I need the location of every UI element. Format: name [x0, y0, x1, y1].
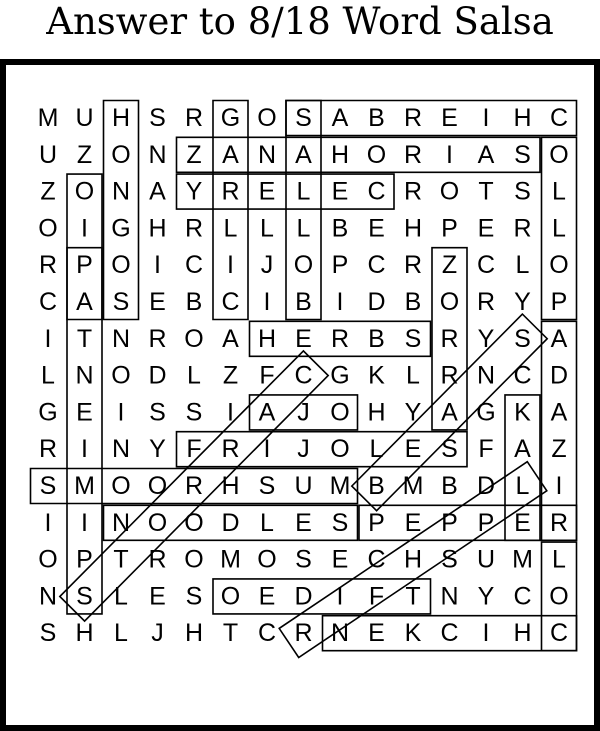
grid-letter-r11-c0: I: [44, 508, 52, 537]
grid-letter-r1-c11: I: [446, 140, 453, 169]
answer-box-0: [286, 101, 577, 136]
grid-letter-r8-c1: E: [76, 398, 93, 427]
grid-letter-r5-c2: S: [112, 288, 130, 316]
grid-letter-r9-c4: F: [186, 435, 202, 464]
grid-letter-r8-c7: J: [297, 398, 310, 427]
grid-letter-r13-c14: O: [549, 582, 569, 611]
grid-letter-r10-c7: U: [294, 472, 313, 500]
grid-letter-r4-c0: R: [38, 251, 58, 280]
grid-letter-r2-c14: L: [552, 177, 566, 206]
grid-letter-r2-c3: A: [149, 177, 166, 206]
grid-letter-r1-c2: O: [111, 140, 131, 169]
grid-letter-r10-c11: B: [441, 472, 458, 500]
grid-letter-r12-c2: T: [113, 545, 129, 574]
grid-letter-r1-c14: O: [549, 140, 569, 169]
grid-letter-r7-c11: R: [440, 361, 459, 390]
grid-letter-r14-c7: R: [294, 619, 313, 648]
grid-letter-r1-c5: A: [222, 140, 239, 169]
grid-letter-r14-c3: J: [151, 619, 164, 648]
grid-letter-r11-c14: R: [549, 508, 569, 537]
grid-letter-r3-c9: E: [368, 214, 385, 243]
grid-letter-r13-c11: N: [440, 582, 459, 611]
grid-letter-r6-c4: O: [184, 324, 204, 353]
grid-letter-r3-c14: L: [552, 214, 566, 243]
grid-letter-r14-c0: S: [39, 619, 57, 648]
grid-letter-r7-c6: F: [259, 361, 275, 390]
grid-letter-r0-c1: U: [75, 104, 94, 132]
grid-letter-r7-c1: N: [75, 361, 94, 390]
grid-letter-r11-c12: P: [477, 508, 495, 537]
grid-letter-r13-c9: F: [368, 582, 385, 611]
grid-letter-r10-c2: O: [111, 472, 131, 500]
grid-letter-r14-c9: E: [368, 619, 385, 648]
grid-letter-r10-c4: R: [184, 472, 204, 500]
grid-letter-r2-c4: Y: [185, 177, 203, 206]
grid-letter-r4-c7: O: [293, 251, 314, 280]
grid-letter-r12-c5: M: [220, 545, 241, 574]
grid-letter-r9-c10: E: [404, 435, 422, 464]
grid-letter-r3-c1: I: [81, 214, 88, 243]
grid-letter-r5-c12: R: [476, 288, 496, 316]
grid-letter-r12-c1: P: [76, 545, 93, 574]
grid-letter-r11-c7: E: [295, 508, 312, 537]
grid-letter-r7-c0: L: [41, 361, 55, 390]
grid-letter-r9-c7: J: [297, 435, 310, 464]
grid-letter-r6-c11: R: [440, 324, 459, 353]
grid-letter-r6-c7: E: [295, 324, 312, 353]
grid-letter-r2-c8: E: [331, 177, 349, 206]
grid-letter-r13-c6: E: [258, 582, 276, 611]
grid-letter-r7-c12: N: [476, 361, 496, 390]
grid-letter-r14-c1: H: [75, 619, 94, 648]
grid-letter-r3-c5: L: [223, 214, 238, 243]
grid-letter-r5-c8: I: [336, 288, 344, 316]
grid-letter-r14-c14: C: [549, 619, 569, 648]
grid-letter-r13-c0: N: [38, 582, 58, 611]
grid-letter-r6-c1: T: [76, 324, 93, 353]
grid-letter-r12-c9: C: [367, 545, 386, 574]
grid-letter-r1-c10: R: [403, 140, 423, 169]
grid-letter-r7-c14: D: [549, 361, 569, 390]
grid-letter-r4-c10: R: [403, 251, 423, 280]
grid-letter-r7-c5: Z: [222, 361, 239, 390]
grid-letter-r11-c11: P: [441, 508, 458, 537]
grid-letter-r4-c4: C: [184, 251, 204, 280]
grid-letter-r9-c8: O: [330, 435, 350, 464]
grid-letter-r0-c14: C: [549, 104, 569, 132]
grid-letter-r13-c5: O: [220, 582, 241, 611]
grid-letter-r0-c7: S: [295, 104, 312, 132]
grid-letter-r1-c9: O: [366, 140, 387, 169]
grid-letter-r11-c13: E: [514, 508, 531, 537]
grid-letter-r3-c7: L: [296, 214, 311, 243]
grid-letter-r3-c8: B: [331, 214, 349, 243]
grid-letter-r0-c2: H: [111, 104, 131, 132]
grid-letter-r12-c8: E: [331, 545, 349, 574]
grid-letter-r4-c11: Z: [441, 251, 458, 280]
grid-letter-r8-c14: A: [550, 398, 568, 427]
grid-letter-r10-c14: I: [555, 472, 563, 500]
answer-box-6: [286, 101, 321, 320]
grid-letter-r3-c11: P: [441, 214, 458, 243]
grid-letter-r9-c14: Z: [551, 435, 567, 464]
grid-letter-r1-c13: S: [514, 140, 531, 169]
grid-letter-r3-c4: R: [184, 214, 204, 243]
grid-letter-r10-c9: B: [368, 472, 385, 500]
grid-letter-r2-c11: O: [439, 177, 460, 206]
grid-letter-r11-c6: L: [260, 508, 274, 537]
grid-letter-r14-c10: K: [404, 619, 422, 648]
grid-letter-r12-c10: H: [403, 545, 423, 574]
grid-letter-r10-c12: D: [476, 472, 496, 500]
grid-letter-r6-c13: S: [514, 324, 531, 353]
grid-letter-r5-c4: B: [185, 288, 203, 316]
grid-letter-r1-c0: U: [38, 140, 58, 169]
grid-letter-r7-c7: C: [294, 361, 313, 390]
grid-letter-r1-c6: N: [257, 140, 277, 169]
grid-letter-r5-c14: P: [550, 288, 568, 316]
grid-letter-r3-c6: L: [260, 214, 274, 243]
grid-letter-r13-c10: T: [405, 582, 421, 611]
grid-letter-r5-c9: D: [367, 288, 386, 316]
grid-letter-r6-c12: Y: [477, 324, 495, 353]
grid-letter-r8-c4: S: [185, 398, 203, 427]
answer-box-20: [542, 321, 577, 540]
grid-letter-r1-c8: H: [330, 140, 350, 169]
grid-letter-r8-c10: Y: [404, 398, 422, 427]
grid-letter-r11-c1: I: [81, 508, 88, 537]
grid-letter-r10-c6: S: [258, 472, 276, 500]
grid-letter-r4-c12: C: [476, 251, 496, 280]
grid-letter-r0-c0: M: [37, 104, 59, 132]
grid-letter-r0-c10: R: [403, 104, 423, 132]
grid-letter-r0-c12: I: [482, 104, 490, 132]
grid-letter-r2-c2: N: [111, 177, 131, 206]
grid-letter-r14-c5: T: [222, 619, 239, 648]
grid-letter-r11-c5: D: [221, 508, 240, 537]
grid-letter-r1-c4: Z: [186, 140, 202, 169]
grid-letter-r5-c5: C: [221, 288, 240, 316]
grid-letter-r9-c3: Y: [149, 435, 166, 464]
grid-letter-r4-c14: O: [549, 251, 569, 280]
grid-letter-r9-c2: N: [111, 435, 131, 464]
grid-letter-r6-c14: A: [550, 324, 568, 353]
grid-letter-r6-c10: S: [404, 324, 422, 353]
grid-letter-r8-c11: A: [441, 398, 458, 427]
grid-letter-r2-c7: L: [296, 177, 311, 206]
grid-letter-r4-c2: O: [111, 251, 131, 280]
grid-letter-r6-c0: I: [44, 324, 52, 353]
grid-letter-r10-c1: M: [74, 472, 95, 500]
grid-letter-r7-c4: L: [187, 361, 201, 390]
grid-letter-r0-c8: A: [331, 104, 349, 132]
grid-letter-r13-c13: C: [513, 582, 532, 611]
grid-letter-r11-c8: S: [331, 508, 349, 537]
grid-letter-r6-c6: H: [257, 324, 277, 353]
grid-letter-r0-c9: B: [368, 104, 385, 132]
grid-letter-r6-c3: R: [148, 324, 167, 353]
grid-letter-r10-c3: O: [147, 472, 168, 500]
grid-letter-r12-c11: S: [441, 545, 458, 574]
grid-letter-r1-c12: A: [477, 140, 495, 169]
grid-letter-r11-c3: O: [147, 508, 168, 537]
grid-letter-r4-c9: C: [367, 251, 386, 280]
grid-letter-r14-c6: C: [257, 619, 277, 648]
grid-letter-r4-c1: P: [76, 251, 93, 280]
grid-letter-r0-c6: O: [257, 104, 277, 132]
grid-letter-r7-c8: G: [330, 361, 350, 390]
answer-box-4: [213, 101, 248, 320]
grid-letter-r7-c10: L: [406, 361, 420, 390]
grid-letter-r2-c10: R: [403, 177, 423, 206]
puzzle-title: Answer to 8/18 Word Salsa: [46, 0, 554, 43]
grid-letter-r7-c13: C: [513, 361, 532, 390]
grid-letter-r12-c3: R: [148, 545, 167, 574]
grid-letter-r4-c6: J: [260, 251, 274, 280]
grid-letter-r8-c13: K: [514, 398, 531, 427]
grid-letter-r2-c12: T: [478, 177, 494, 206]
grid-letter-r0-c4: R: [184, 104, 204, 132]
answer-box-5: [104, 101, 139, 320]
grid-letter-r3-c0: O: [38, 214, 58, 243]
grid-letter-r3-c12: E: [477, 214, 495, 243]
grid-letter-r1-c7: A: [295, 140, 312, 169]
grid-letter-r0-c11: E: [441, 104, 458, 132]
grid-letter-r13-c1: S: [76, 582, 93, 611]
grid-letter-r9-c0: R: [38, 435, 58, 464]
grid-letter-r5-c11: O: [439, 288, 460, 316]
grid-letter-r8-c9: H: [367, 398, 386, 427]
grid-letter-r2-c5: R: [221, 177, 240, 206]
grid-letter-r13-c4: S: [185, 582, 203, 611]
grid-letter-r14-c4: H: [184, 619, 204, 648]
grid-letter-r8-c5: I: [227, 398, 234, 427]
answer-box-13: [177, 432, 468, 467]
grid-letter-r10-c13: L: [515, 472, 530, 500]
grid-letter-r9-c12: F: [478, 435, 494, 464]
grid-letter-r13-c12: Y: [477, 582, 495, 611]
grid-letter-r4-c3: I: [154, 251, 161, 280]
grid-letter-r2-c0: Z: [40, 177, 56, 206]
grid-letter-r13-c7: D: [294, 582, 313, 611]
grid-letter-r5-c1: A: [76, 288, 93, 316]
grid-letter-r12-c4: O: [184, 545, 204, 574]
grid-letter-r2-c13: S: [514, 177, 531, 206]
answer-box-17: [213, 579, 431, 614]
grid-letter-r9-c9: L: [369, 435, 384, 464]
grid-letter-r8-c8: O: [330, 398, 350, 427]
grid-letter-r3-c13: R: [513, 214, 532, 243]
grid-letter-r14-c12: I: [482, 619, 490, 648]
grid-letter-r2-c9: C: [367, 177, 386, 206]
grid-letter-r5-c3: E: [149, 288, 166, 316]
grid-letter-r12-c12: U: [476, 545, 496, 574]
grid-letter-r6-c9: B: [368, 324, 385, 353]
grid-letter-r8-c0: G: [38, 398, 58, 427]
grid-letter-r14-c13: H: [513, 619, 532, 648]
grid-letter-r12-c6: O: [257, 545, 277, 574]
grid-letter-r12-c0: O: [38, 545, 58, 574]
grid-letter-r2-c6: E: [258, 177, 276, 206]
grid-letter-r11-c4: O: [184, 508, 204, 537]
grid-letter-r8-c6: A: [258, 398, 276, 427]
grid-letter-r14-c8: N: [330, 619, 350, 648]
grid-letter-r0-c13: H: [513, 104, 532, 132]
grid-letter-r13-c3: E: [149, 582, 166, 611]
grid-letter-r5-c0: C: [38, 288, 58, 316]
grid-letter-r7-c9: K: [368, 361, 385, 390]
grid-letter-r4-c13: L: [515, 251, 530, 280]
grid-letter-r0-c5: G: [220, 104, 241, 132]
grid-letter-r5-c10: B: [404, 288, 422, 316]
grid-letter-r8-c3: S: [149, 398, 166, 427]
grid-letter-r5-c7: B: [295, 288, 312, 316]
letter-grid: [38, 104, 569, 647]
grid-letter-r12-c13: M: [512, 545, 533, 574]
grid-letter-r5-c13: Y: [514, 288, 531, 316]
grid-letter-r9-c13: A: [514, 435, 531, 464]
grid-letter-r11-c9: P: [368, 508, 385, 537]
grid-letter-r0-c3: S: [149, 104, 166, 132]
grid-letter-r10-c5: H: [221, 472, 240, 500]
grid-letter-r8-c2: I: [117, 398, 125, 427]
grid-letter-r10-c0: S: [39, 472, 57, 500]
grid-letter-r6-c8: R: [330, 324, 350, 353]
grid-letter-r13-c2: L: [114, 582, 128, 611]
answer-box-16: [359, 505, 577, 540]
grid-letter-r3-c3: H: [148, 214, 167, 243]
grid-letter-r5-c6: I: [263, 288, 271, 316]
grid-letter-r11-c10: E: [404, 508, 422, 537]
grid-letter-r7-c2: O: [111, 361, 131, 390]
grid-letter-r4-c8: P: [331, 251, 349, 280]
grid-letter-r3-c2: G: [111, 214, 131, 243]
grid-letter-r1-c1: Z: [76, 140, 93, 169]
grid-letter-r7-c3: D: [148, 361, 167, 390]
grid-letter-r9-c6: I: [263, 435, 271, 464]
grid-letter-r2-c1: O: [74, 177, 95, 206]
grid-letter-r10-c8: M: [329, 472, 351, 500]
grid-letter-r13-c8: I: [336, 582, 344, 611]
grid-letter-r12-c14: L: [552, 545, 566, 574]
grid-letter-r9-c5: R: [221, 435, 240, 464]
grid-letter-r4-c5: I: [227, 251, 234, 280]
grid-letter-r9-c1: I: [81, 435, 88, 464]
grid-letter-r14-c11: C: [440, 619, 459, 648]
grid-letter-r12-c7: S: [295, 545, 312, 574]
grid-letter-r14-c2: L: [114, 619, 128, 648]
grid-letter-r1-c3: N: [148, 140, 167, 169]
grid-letter-r11-c2: N: [111, 508, 131, 537]
grid-letter-r6-c5: A: [222, 324, 239, 353]
grid-letter-r9-c11: S: [441, 435, 458, 464]
grid-letter-r8-c12: G: [476, 398, 496, 427]
grid-letter-r10-c10: M: [402, 472, 424, 500]
grid-letter-r3-c10: H: [403, 214, 423, 243]
grid-letter-r6-c2: N: [111, 324, 131, 353]
